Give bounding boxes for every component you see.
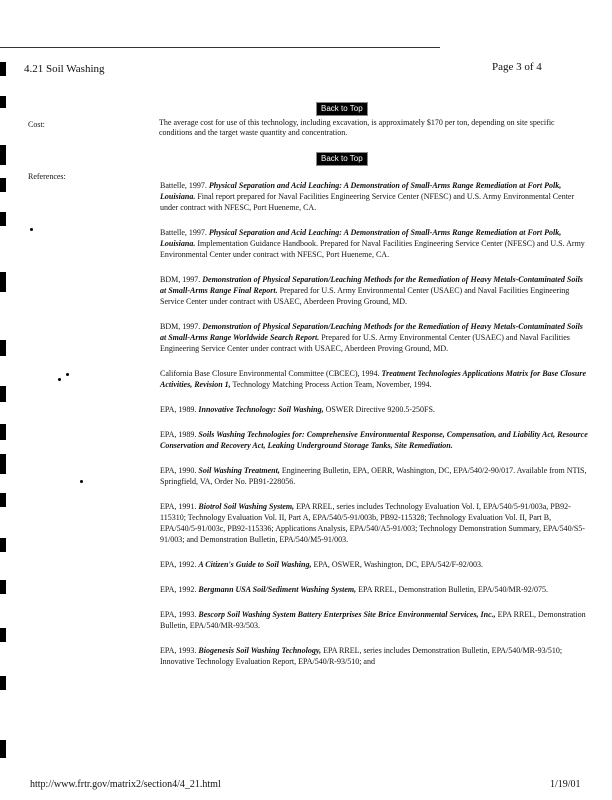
reference-item xyxy=(160,404,590,415)
reference-author: Battelle, 1997. xyxy=(160,228,209,237)
reference-details: Prepared for U.S. Army Environmental Center (USAEC) and Naval Facilities Engineering Service Center under contract with USAEC, Aberdeen Proving Ground, MD. xyxy=(160,333,570,353)
reference-title: Treatment Technologies Applications Matrix for Base Closure Activities, Revision 1, xyxy=(160,369,586,389)
references-list xyxy=(160,180,590,681)
scan-margin-marks xyxy=(0,0,10,800)
reference-title: Biotrol Soil Washing System, xyxy=(198,502,295,511)
top-rule xyxy=(0,47,440,48)
footer-date: 1/19/01 xyxy=(550,779,581,790)
reference-details: Engineering Bulletin, EPA, OERR, Washington, DC, EPA/540/2-90/017. Available from NTIS, Springfield, VA, Order No. PB91-228056. xyxy=(160,466,587,486)
reference-item xyxy=(160,368,590,390)
reference-title: Bescorp Soil Washing System Battery Enterprises Site Brice Environmental Services, Inc., xyxy=(198,610,496,619)
reference-title: Soils Washing Technologies for: Comprehensive Environmental Response, Compensation, and Liability Act, Resource Conservation and Recovery Act, Leaking Underground Storage Tanks, Site Remediation. xyxy=(160,430,588,450)
reference-author: BDM, 1997. xyxy=(160,275,203,284)
page-number: Page 3 of 4 xyxy=(492,61,542,73)
reference-item xyxy=(160,321,590,354)
references-label: References: xyxy=(28,172,66,181)
reference-details: Prepared for U.S. Army Environmental Center (USAEC) and Naval Facilities Engineering Service Center under contract with USAEC, Aberdeen Proving Ground, MD. xyxy=(160,286,570,306)
reference-author: California Base Closure Environmental Committee (CBCEC), 1994. xyxy=(160,369,382,378)
reference-author: Battelle, 1997. xyxy=(160,181,209,190)
reference-item xyxy=(160,559,590,570)
reference-details: EPA RREL, series includes Technology Evaluation Vol. I, EPA/540/5-91/003a, PB92-115310; Technology Evaluation Vol. II, Part A, EPA/540/5-91/003b, PB92-115328; Technology Evaluation Vol. II, Part B, EPA/540/5-91/003c, PB92-115336; Applications Analysis, EPA/540/A5-91/003; Technology Demonstration Summary, EPA/540/S5-91/003; and Demonstration Bulletin, EPA/540/M5-91/003. xyxy=(160,502,585,544)
reference-author: EPA, 1989. xyxy=(160,430,199,439)
reference-item xyxy=(160,429,590,451)
reference-title: Soil Washing Treatment, xyxy=(198,466,280,475)
reference-details: EPA RREL, Demonstration Bulletin, EPA/540/MR-93/503. xyxy=(160,610,586,630)
reference-title: Biogenesis Soil Washing Technology, xyxy=(198,646,322,655)
cost-label: Cost: xyxy=(28,120,45,129)
reference-item xyxy=(160,645,590,667)
reference-author: EPA, 1992. xyxy=(160,585,199,594)
reference-author: EPA, 1990. xyxy=(160,466,199,475)
reference-title: A Citizen's Guide to Soil Washing, xyxy=(198,560,312,569)
reference-title: Demonstration of Physical Separation/Leaching Methods for the Remediation of Heavy Metals-Contaminated Soils at Small-Arms Range Final Report. xyxy=(160,275,583,295)
reference-author: EPA, 1993. xyxy=(160,610,199,619)
reference-item xyxy=(160,180,590,213)
reference-item xyxy=(160,274,590,307)
reference-title: Physical Separation and Acid Leaching: A Demonstration of Small-Arms Range Remediation at Fort Polk, Louisiana. xyxy=(160,228,562,248)
reference-item xyxy=(160,609,590,631)
reference-title: Demonstration of Physical Separation/Leaching Methods for the Remediation of Heavy Metals-Contaminated Soils at Small-Arms Range Worldwide Search Report. xyxy=(160,322,583,342)
reference-author: EPA, 1991. xyxy=(160,502,199,511)
reference-details: EPA RREL, Demonstration Bulletin, EPA/540/MR-92/075. xyxy=(356,585,549,594)
reference-details: EPA RREL, series includes Demonstration Bulletin, EPA/540/MR-93/510; Innovative Technology Evaluation Report, EPA/540/R-93/510; and xyxy=(160,646,563,666)
reference-item xyxy=(160,501,590,545)
cost-text: The average cost for use of this technology, including excavation, is approximately $170 per ton, depending on site specific conditions and the target waste quantity and concentration. xyxy=(159,118,555,137)
reference-item xyxy=(160,465,590,487)
reference-details: EPA, OSWER, Washington, DC, EPA/542/F-92/003. xyxy=(311,560,483,569)
reference-details: Technology Matching Process Action Team, November, 1994. xyxy=(230,380,432,389)
reference-title: Bergmann USA Soil/Sediment Washing System, xyxy=(198,585,357,594)
reference-author: EPA, 1989. xyxy=(160,405,199,414)
reference-title: Physical Separation and Acid Leaching: A Demonstration of Small-Arms Range Remediation at Fort Polk, Louisiana. xyxy=(160,181,562,201)
reference-item xyxy=(160,584,590,595)
back-to-top-button[interactable]: Back to Top xyxy=(316,102,368,116)
reference-details: OSWER Directive 9200.5-250FS. xyxy=(323,405,435,414)
reference-author: EPA, 1993. xyxy=(160,646,199,655)
reference-title: Innovative Technology: Soil Washing, xyxy=(198,405,324,414)
reference-details: Final report prepared for Naval Facilities Engineering Service Center (NFESC) and U.S. Army Environmental Center under contract with NFESC, Port Hueneme, CA. xyxy=(160,192,575,212)
reference-item xyxy=(160,227,590,260)
reference-author: EPA, 1992. xyxy=(160,560,199,569)
section-title: 4.21 Soil Washing xyxy=(24,63,105,75)
reference-details: Implementation Guidance Handbook. Prepared for Naval Facilities Engineering Service Center (NFESC) and U.S. Army Environmental Center under contract with NFESC, Port Hueneme, CA. xyxy=(160,239,585,259)
footer-url[interactable]: http://www.frtr.gov/matrix2/section4/4_21.html xyxy=(30,779,221,790)
reference-author: BDM, 1997. xyxy=(160,322,203,331)
back-to-top-button[interactable]: Back to Top xyxy=(316,152,368,166)
